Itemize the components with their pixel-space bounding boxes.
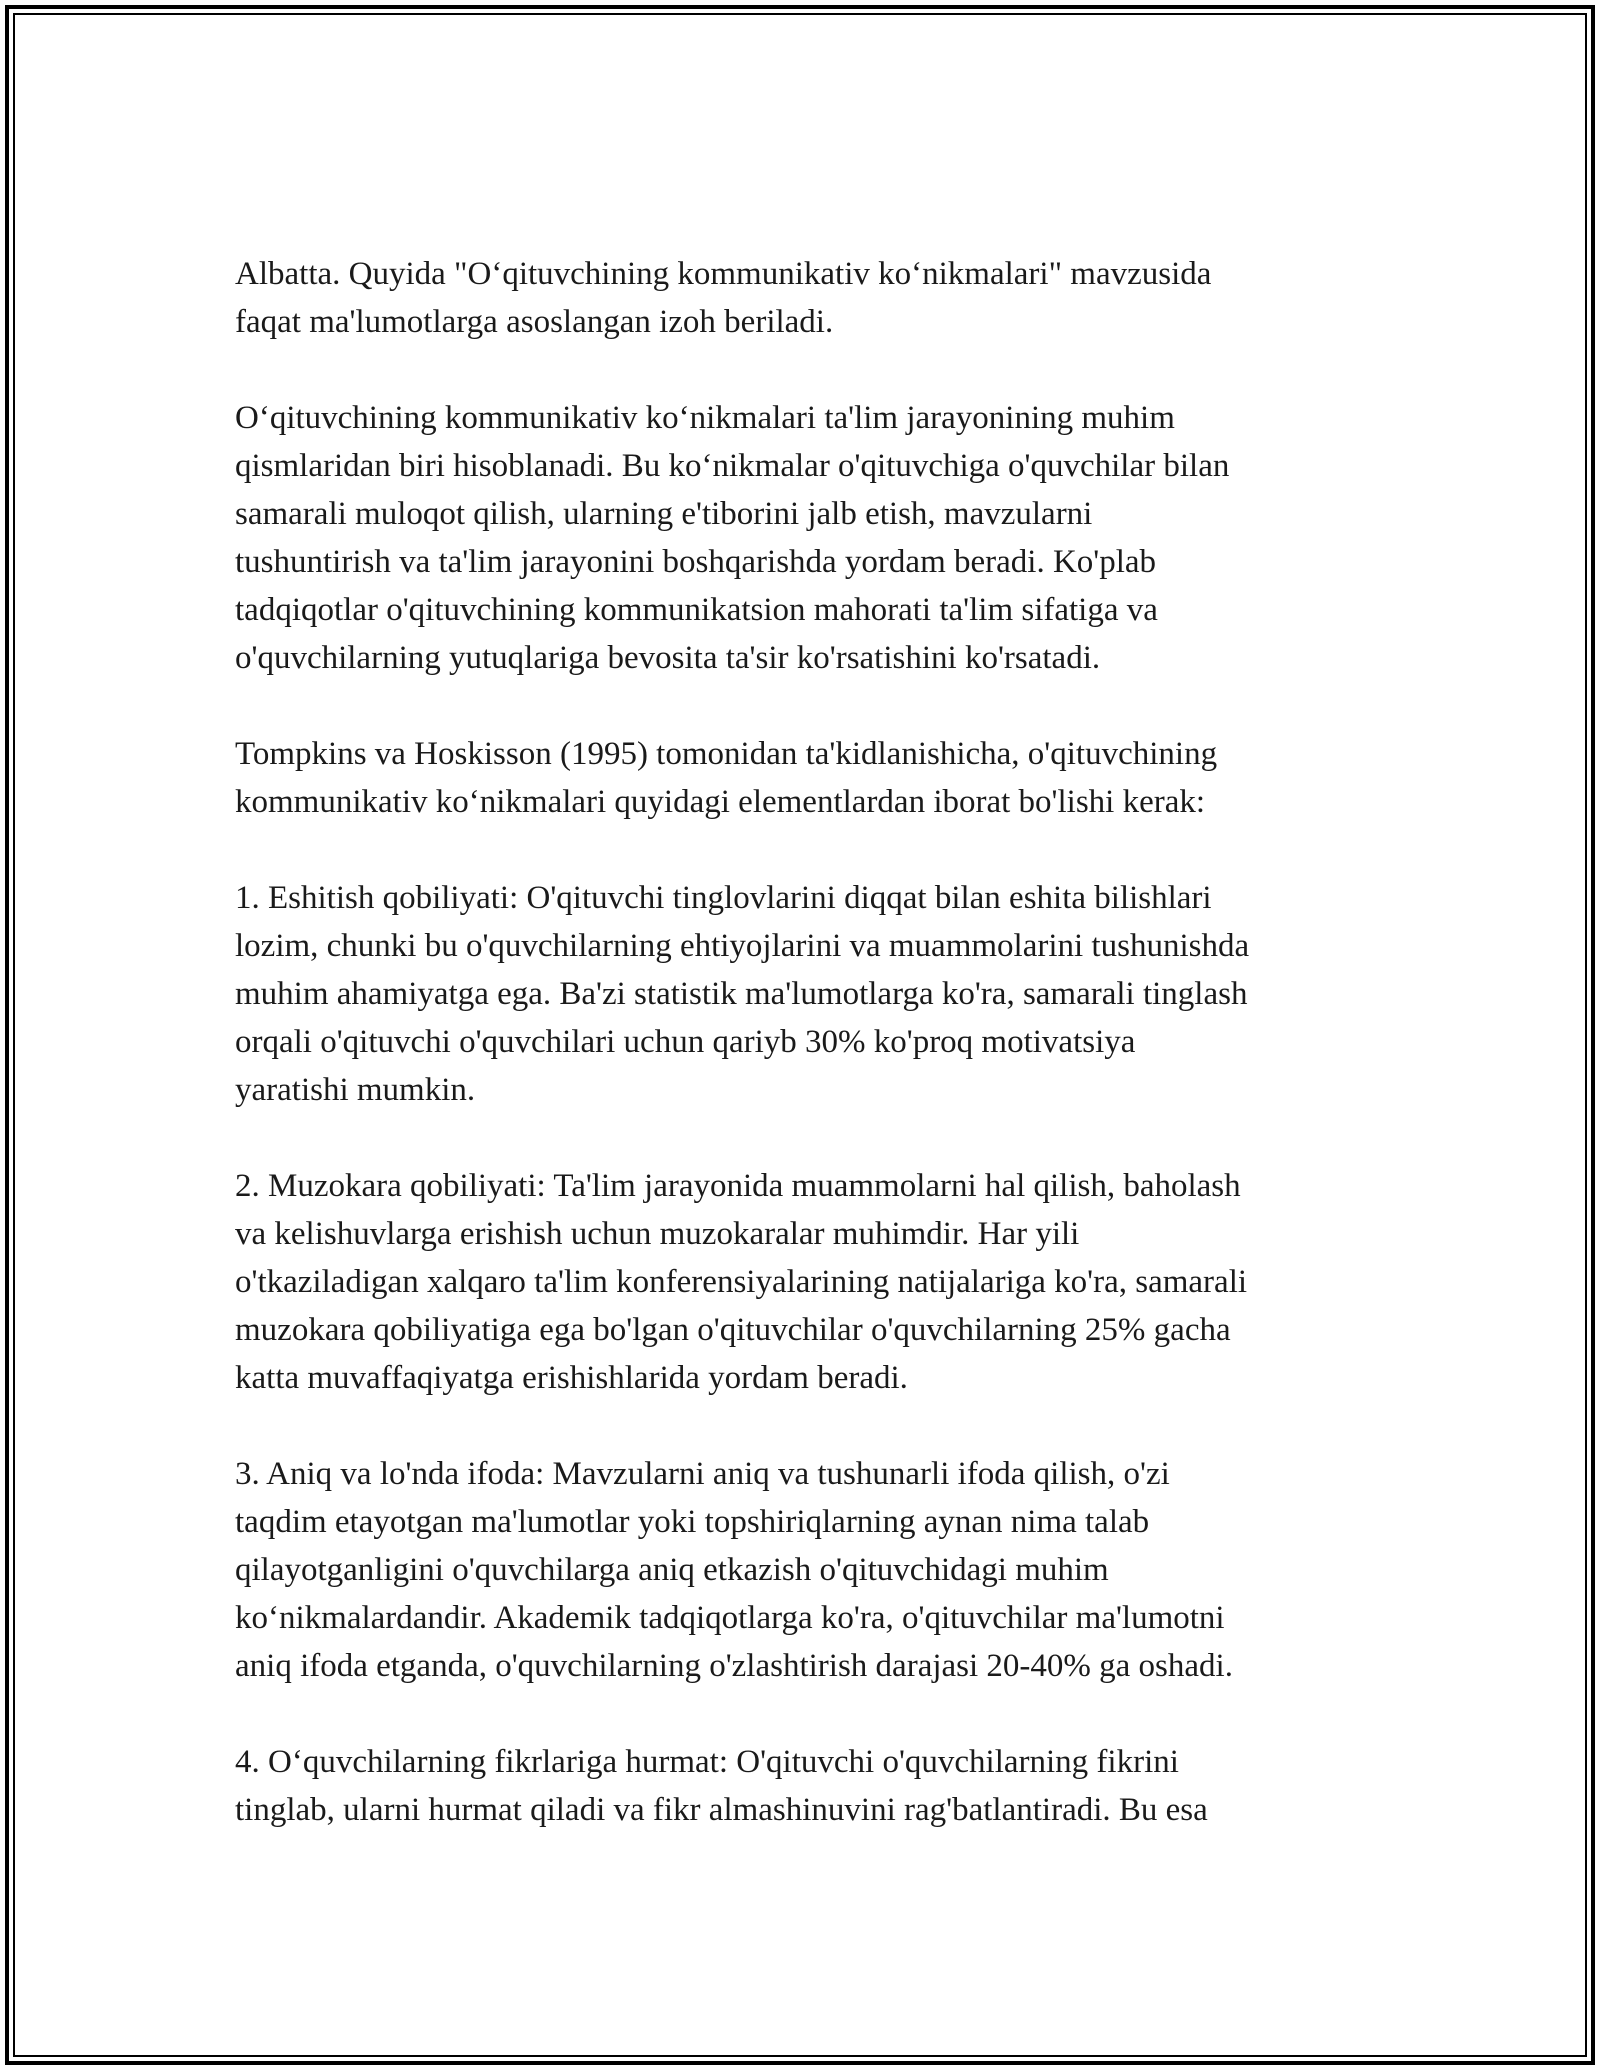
list-item-respect: 4. O‘quvchilarning fikrlariga hurmat: O'qituvchi o'quvchilarning fikrini tinglab, ularni hurmat qiladi va fikr almashinuvini rag'batlantiradi. Bu esa [235,1744,1208,1828]
document-body [235,250,1375,1834]
paragraph-citation: Tompkins va Hoskisson (1995) tomonidan ta'kidlanishicha, o'qituvchining kommunikativ ko‘nikmalari quyidagi elementlardan iborat bo'lishi kerak: [235,736,1218,820]
paragraph-overview: O‘qituvchining kommunikativ ko‘nikmalari ta'lim jarayonining muhim qismlaridan biri hisoblanadi. Bu ko‘nikmalar o'qituvchiga o'quvchilar bilan samarali muloqot qilish, ularning e'tiborini jalb etish, mavzularni tushuntirish va ta'lim jarayonini boshqarishda yordam beradi. Ko'plab tadqiqotlar o'qituvchining kommunikatsion mahorati ta'lim sifatiga va o'quvchilarning yutuqlariga bevosita ta'sir ko'rsatishini ko'rsatadi. [235,400,1230,676]
list-item-listening: 1. Eshitish qobiliyati: O'qituvchi tinglovlarini diqqat bilan eshita bilishlari lozim, chunki bu o'quvchilarning ehtiyojlarini va muammolarini tushunishda muhim ahamiyatga ega. Ba'zi statistik ma'lumotlarga ko'ra, samarali tinglash orqali o'qituvchi o'quvchilari uchun qariyb 30% ko'proq motivatsiya yaratishi mumkin. [235,880,1250,1108]
list-item-clear-expression: 3. Aniq va lo'nda ifoda: Mavzularni aniq va tushunarli ifoda qilish, o'zi taqdim etayotgan ma'lumotlar yoki topshiriqlarning aynan nima talab qilayotganligini o'quvchilarga aniq etkazish o'qituvchidagi muhim ko‘nikmalardandir. Akademik tadqiqotlarga ko'ra, o'qituvchilar ma'lumotni aniq ifoda etganda, o'quvchilarning o'zlashtirish darajasi 20-40% ga oshadi. [235,1456,1233,1684]
paragraph-intro: Albatta. Quyida "O‘qituvchining kommunikativ ko‘nikmalari" mavzusida faqat ma'lumotlarga asoslangan izoh beriladi. [235,256,1212,340]
list-item-negotiation: 2. Muzokara qobiliyati: Ta'lim jarayonida muammolarni hal qilish, baholash va kelishuvlarga erishish uchun muzokaralar muhimdir. Har yili o'tkaziladigan xalqaro ta'lim konferensiyalarining natijalariga ko'ra, samarali muzokara qobiliyatiga ega bo'lgan o'qituvchilar o'quvchilarning 25% gacha katta muvaffaqiyatga erishishlarida yordam beradi. [235,1168,1248,1396]
